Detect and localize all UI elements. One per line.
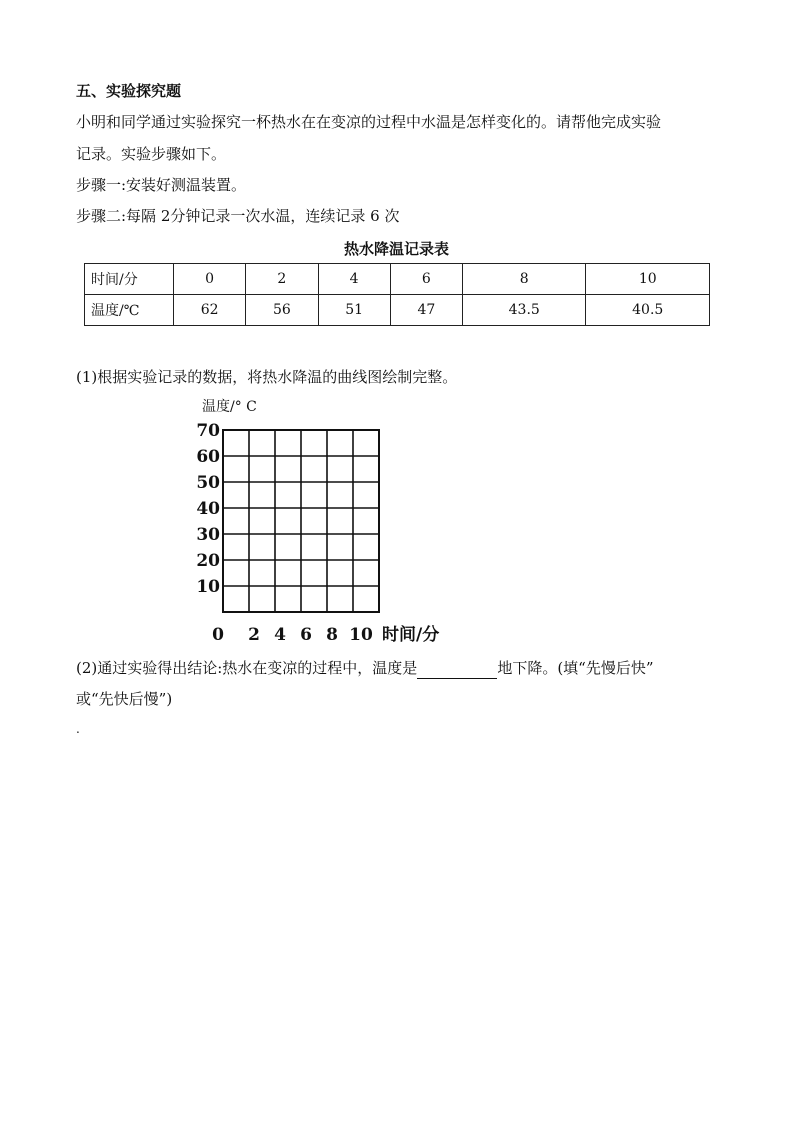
intro-line-2: 记录。实验步骤如下。	[76, 145, 227, 163]
intro-line-1: 小明和同学通过实验探究一杯热水在在变凉的过程中水温是怎样变化的。请帮他完成实验	[76, 113, 662, 131]
x-tick-label: 4	[274, 625, 286, 645]
time-cell: 6	[390, 264, 462, 295]
time-header-cell: 时间/分	[85, 264, 174, 295]
trailing-mark: .	[76, 722, 80, 736]
y-tick-label: 50	[196, 473, 220, 493]
x-axis-title: 时间/分	[382, 625, 440, 645]
question-two-line-2: 或“先快后慢”)	[76, 690, 173, 708]
y-tick-label: 70	[196, 421, 220, 441]
temp-header-cell: 温度/℃	[85, 295, 174, 326]
time-cell: 8	[463, 264, 586, 295]
x-tick-label: 10	[349, 625, 373, 645]
step-two: 步骤二:每隔 2分钟记录一次水温，连续记录 6 次	[76, 207, 400, 225]
table-title: 热水降温记录表	[343, 240, 449, 258]
temp-cell: 47	[390, 295, 462, 326]
question-two-text-a: (2)通过实验得出结论:热水在变凉的过程中，温度是	[76, 659, 418, 677]
y-axis-title: 温度/° C	[202, 399, 257, 415]
temp-cell: 56	[246, 295, 318, 326]
temp-cell: 62	[174, 295, 246, 326]
x-tick-label: 0	[212, 625, 224, 645]
time-cell: 2	[246, 264, 318, 295]
y-tick-label: 60	[196, 447, 220, 467]
step-one: 步骤一:安装好测温装置。	[76, 176, 247, 194]
question-two-text-b: 地下降。(填“先慢后快”	[497, 659, 654, 677]
temp-cell: 40.5	[586, 295, 710, 326]
y-tick-label: 40	[196, 499, 220, 519]
y-tick-label: 30	[196, 525, 220, 545]
table-row-temp	[85, 295, 710, 326]
record-table	[84, 263, 710, 326]
time-cell: 4	[318, 264, 390, 295]
section-title: 五、实验探究题	[76, 82, 182, 100]
temp-cell: 51	[318, 295, 390, 326]
temp-cell: 43.5	[463, 295, 586, 326]
answer-blank[interactable]	[417, 663, 497, 679]
question-one: (1)根据实验记录的数据，将热水降温的曲线图绘制完整。	[76, 368, 458, 386]
y-tick-label: 10	[196, 577, 220, 597]
time-cell: 0	[174, 264, 246, 295]
x-tick-label: 6	[300, 625, 312, 645]
x-tick-label: 2	[248, 625, 260, 645]
question-two-line-1	[76, 657, 654, 679]
temperature-grid-chart	[190, 420, 490, 645]
time-cell: 10	[586, 264, 710, 295]
x-tick-label: 8	[326, 625, 338, 645]
table-row-time	[85, 264, 710, 295]
y-tick-label: 20	[196, 551, 220, 571]
